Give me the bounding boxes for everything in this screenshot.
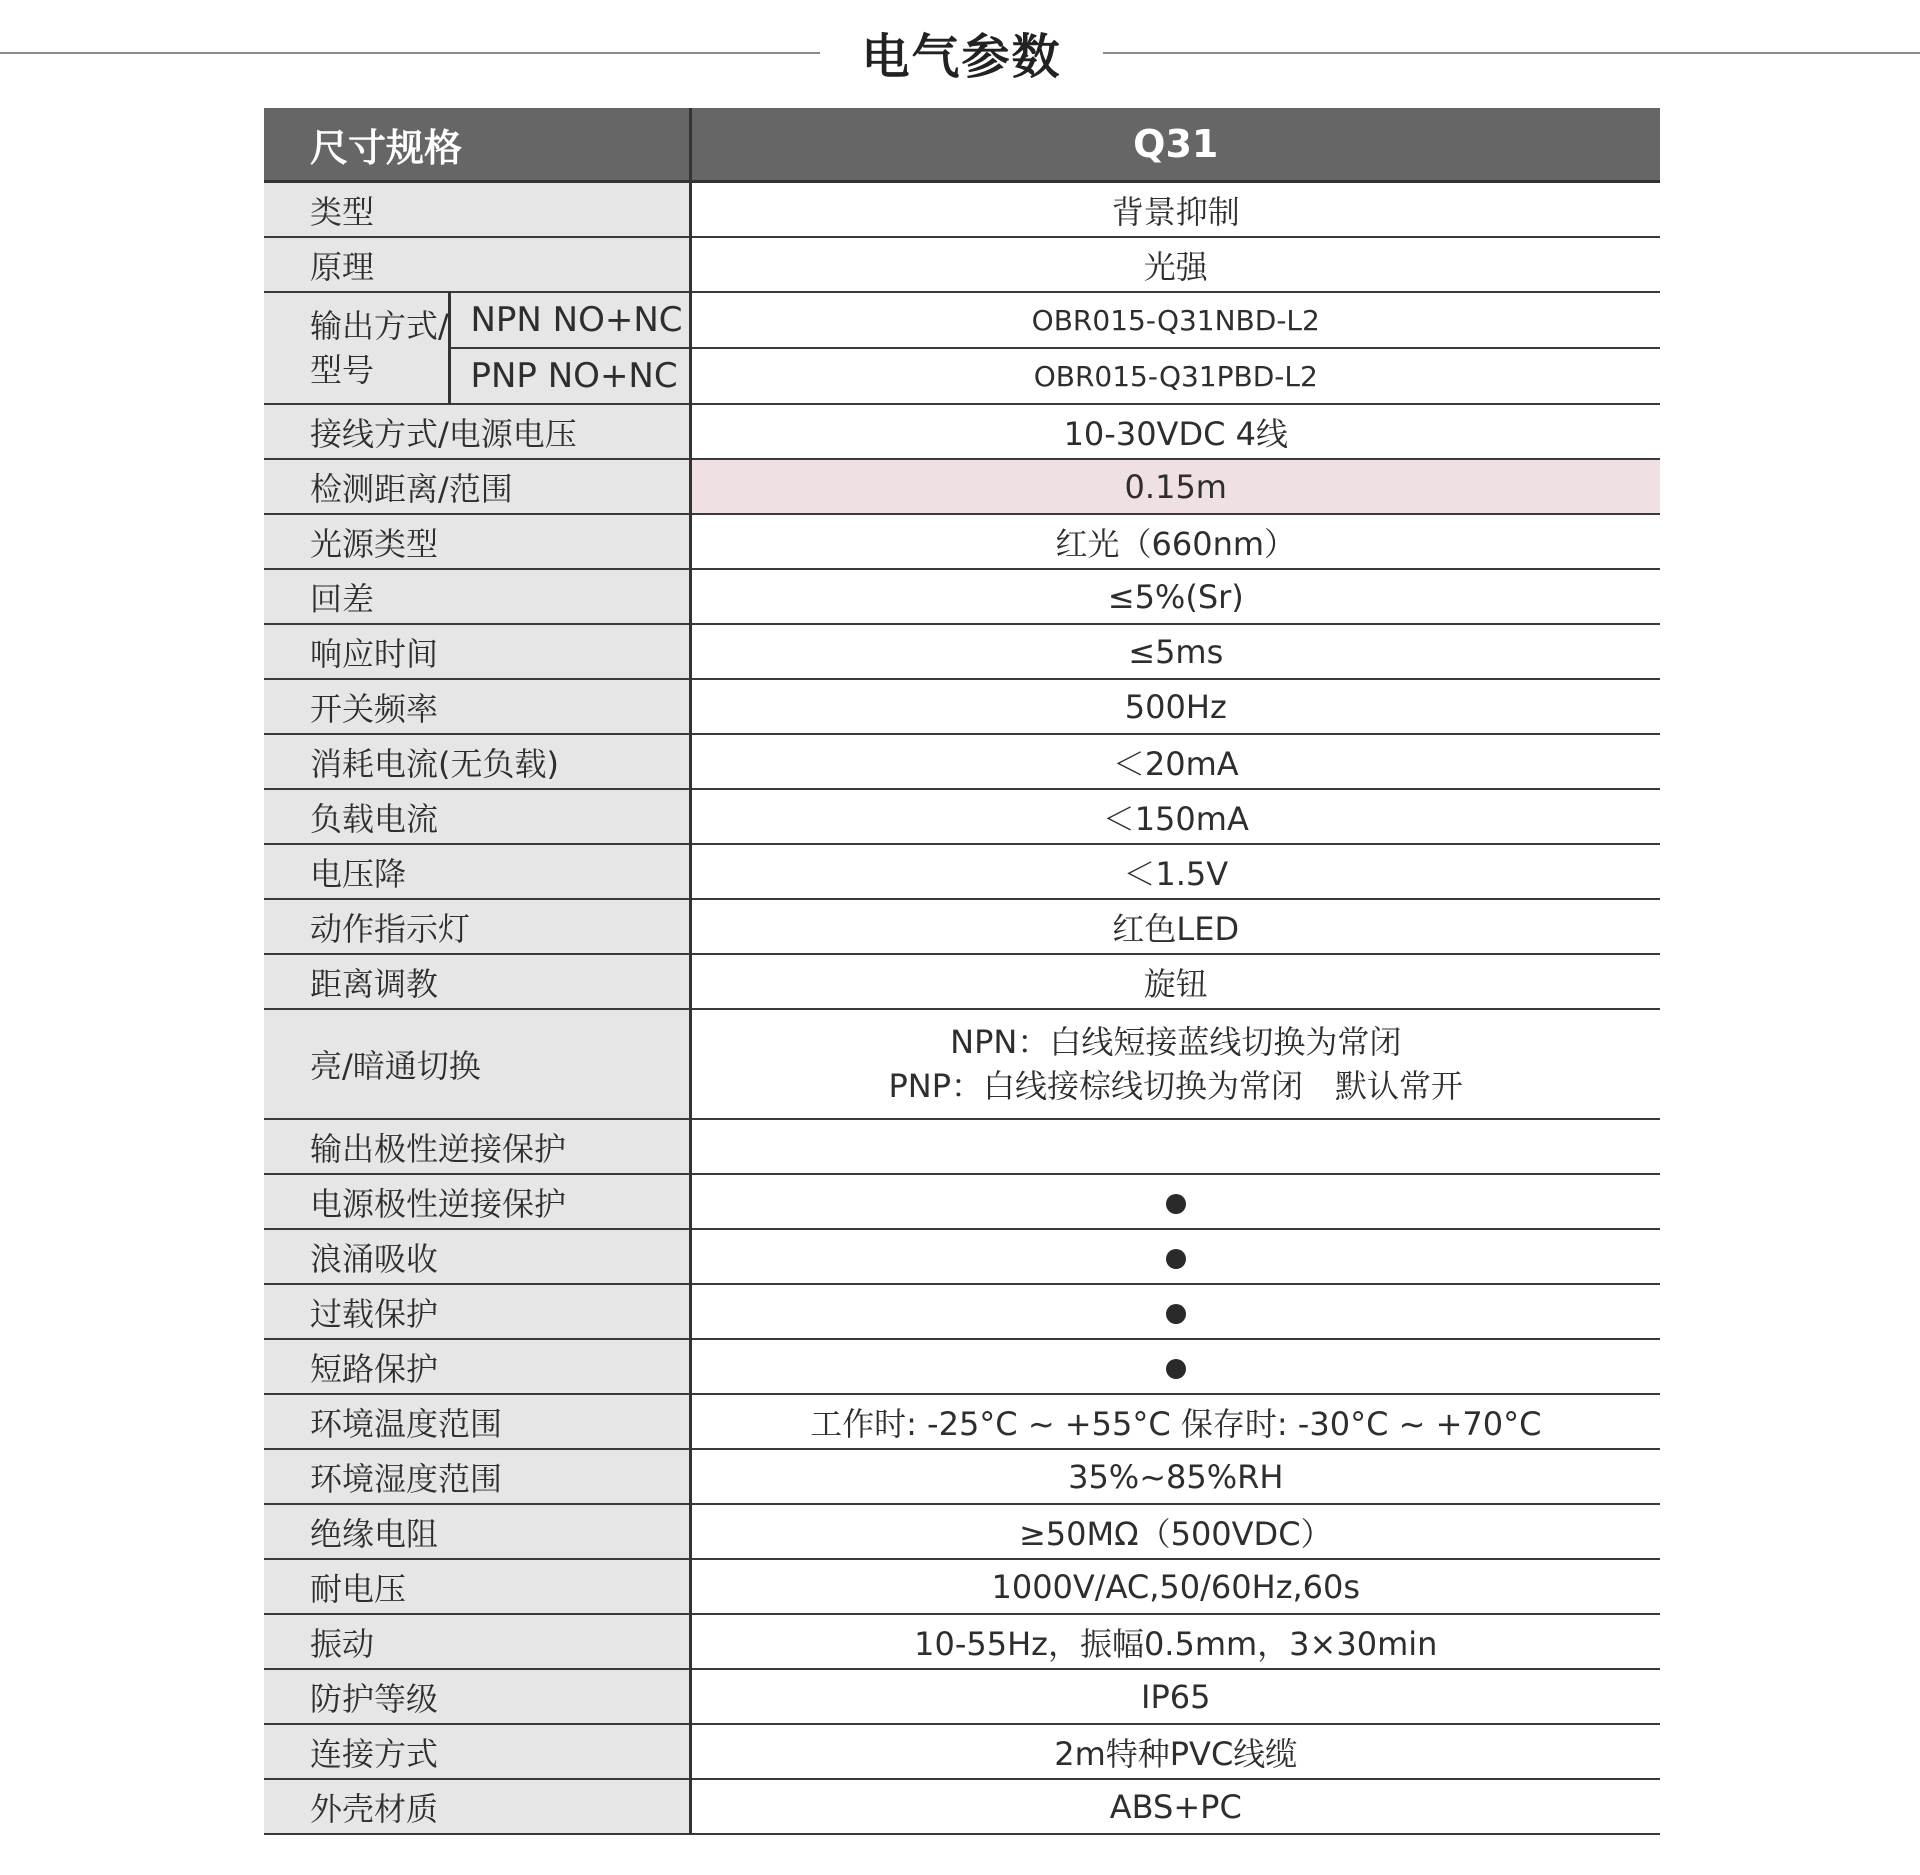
table-row bbox=[264, 679, 1660, 734]
row-label: 负载电流 bbox=[264, 789, 690, 844]
npn-model: OBR015-Q31NBD-L2 bbox=[690, 292, 1660, 348]
row-value: ≥50MΩ（500VDC） bbox=[690, 1504, 1660, 1559]
supported-dot-icon bbox=[1166, 1359, 1186, 1379]
table-row bbox=[264, 844, 1660, 899]
row-value: 红光（660nm） bbox=[690, 514, 1660, 569]
row-value: ＜150mA bbox=[690, 789, 1660, 844]
table-header-row bbox=[264, 108, 1660, 182]
table-row bbox=[264, 292, 1660, 348]
output-label-line2: 型号 bbox=[310, 351, 375, 389]
row-value: 红色LED bbox=[690, 899, 1660, 954]
table-row bbox=[264, 237, 1660, 292]
row-label: 外壳材质 bbox=[264, 1779, 690, 1834]
row-label: 响应时间 bbox=[264, 624, 690, 679]
title-divider-left bbox=[0, 52, 820, 54]
row-label: 消耗电流(无负载) bbox=[264, 734, 690, 789]
table-row bbox=[264, 1339, 1660, 1394]
row-label: 亮/暗通切换 bbox=[264, 1009, 690, 1119]
table-row bbox=[264, 1559, 1660, 1614]
row-label: 过载保护 bbox=[264, 1284, 690, 1339]
row-value: IP65 bbox=[690, 1669, 1660, 1724]
row-value: 10-30VDC 4线 bbox=[690, 404, 1660, 459]
table-row bbox=[264, 624, 1660, 679]
table-row bbox=[264, 734, 1660, 789]
table-row bbox=[264, 182, 1660, 238]
row-label: 短路保护 bbox=[264, 1339, 690, 1394]
row-label: 距离调教 bbox=[264, 954, 690, 1009]
row-label: 连接方式 bbox=[264, 1724, 690, 1779]
spec-table bbox=[264, 108, 1660, 1835]
table-row bbox=[264, 348, 1660, 404]
table-row bbox=[264, 1394, 1660, 1449]
row-label: 输出极性逆接保护 bbox=[264, 1119, 690, 1174]
table-row bbox=[264, 899, 1660, 954]
row-value: 1000V/AC,50/60Hz,60s bbox=[690, 1559, 1660, 1614]
row-value: ≤5ms bbox=[690, 624, 1660, 679]
row-label: 防护等级 bbox=[264, 1669, 690, 1724]
row-label: 开关频率 bbox=[264, 679, 690, 734]
row-value bbox=[690, 1229, 1660, 1284]
row-value: ABS+PC bbox=[690, 1779, 1660, 1834]
row-label: 动作指示灯 bbox=[264, 899, 690, 954]
table-row bbox=[264, 459, 1660, 514]
row-label: 原理 bbox=[264, 237, 690, 292]
row-label: 检测距离/范围 bbox=[264, 459, 690, 514]
supported-dot-icon bbox=[1166, 1194, 1186, 1214]
row-label: 电源极性逆接保护 bbox=[264, 1174, 690, 1229]
row-label: 绝缘电阻 bbox=[264, 1504, 690, 1559]
table-row bbox=[264, 1614, 1660, 1669]
row-label: 光源类型 bbox=[264, 514, 690, 569]
output-label-line1: 输出方式/ bbox=[310, 307, 449, 345]
pnp-model: OBR015-Q31PBD-L2 bbox=[690, 348, 1660, 404]
output-label bbox=[264, 292, 449, 404]
supported-dot-icon bbox=[1166, 1304, 1186, 1324]
table-row bbox=[264, 1724, 1660, 1779]
row-value: ≤5%(Sr) bbox=[690, 569, 1660, 624]
row-label: 耐电压 bbox=[264, 1559, 690, 1614]
row-value-highlight: 0.15m bbox=[690, 459, 1660, 514]
table-row bbox=[264, 1174, 1660, 1229]
row-value: 旋钮 bbox=[690, 954, 1660, 1009]
row-value: 光强 bbox=[690, 237, 1660, 292]
table-row bbox=[264, 1284, 1660, 1339]
section-title bbox=[0, 0, 1920, 105]
row-label: 浪涌吸收 bbox=[264, 1229, 690, 1284]
row-label: 接线方式/电源电压 bbox=[264, 404, 690, 459]
npn-label: NPN NO+NC bbox=[449, 292, 690, 348]
table-row bbox=[264, 789, 1660, 844]
row-value bbox=[690, 1174, 1660, 1229]
row-value: 10-55Hz，振幅0.5mm，3×30min bbox=[690, 1614, 1660, 1669]
row-value: 35%~85%RH bbox=[690, 1449, 1660, 1504]
switch-mode-pnp: PNP：白线接棕线切换为常闭 默认常开 bbox=[888, 1067, 1464, 1105]
row-value: ＜1.5V bbox=[690, 844, 1660, 899]
row-label: 类型 bbox=[264, 182, 690, 238]
table-row bbox=[264, 1449, 1660, 1504]
pnp-label: PNP NO+NC bbox=[449, 348, 690, 404]
supported-dot-icon bbox=[1166, 1249, 1186, 1269]
table-row bbox=[264, 569, 1660, 624]
header-model: Q31 bbox=[690, 108, 1660, 182]
table-row bbox=[264, 1009, 1660, 1119]
table-row bbox=[264, 1504, 1660, 1559]
row-value: 背景抑制 bbox=[690, 182, 1660, 238]
row-value bbox=[690, 1119, 1660, 1174]
row-value bbox=[690, 1009, 1660, 1119]
row-value bbox=[690, 1339, 1660, 1394]
table-row bbox=[264, 954, 1660, 1009]
row-label: 回差 bbox=[264, 569, 690, 624]
row-value: ＜20mA bbox=[690, 734, 1660, 789]
table-row bbox=[264, 1779, 1660, 1834]
table-row bbox=[264, 1669, 1660, 1724]
row-label: 振动 bbox=[264, 1614, 690, 1669]
switch-mode-npn: NPN：白线短接蓝线切换为常闭 bbox=[950, 1023, 1402, 1061]
table-row bbox=[264, 514, 1660, 569]
table-row bbox=[264, 404, 1660, 459]
row-value: 2m特种PVC线缆 bbox=[690, 1724, 1660, 1779]
row-value bbox=[690, 1284, 1660, 1339]
header-label: 尺寸规格 bbox=[264, 108, 690, 182]
row-label: 环境温度范围 bbox=[264, 1394, 690, 1449]
table-row bbox=[264, 1229, 1660, 1284]
row-label: 环境湿度范围 bbox=[264, 1449, 690, 1504]
page-title: 电气参数 bbox=[861, 29, 1062, 85]
row-value: 工作时: -25°C ~ +55°C 保存时: -30°C ~ +70°C bbox=[690, 1394, 1660, 1449]
row-label: 电压降 bbox=[264, 844, 690, 899]
row-value: 500Hz bbox=[690, 679, 1660, 734]
table-row bbox=[264, 1119, 1660, 1174]
title-divider-right bbox=[1103, 52, 1920, 54]
